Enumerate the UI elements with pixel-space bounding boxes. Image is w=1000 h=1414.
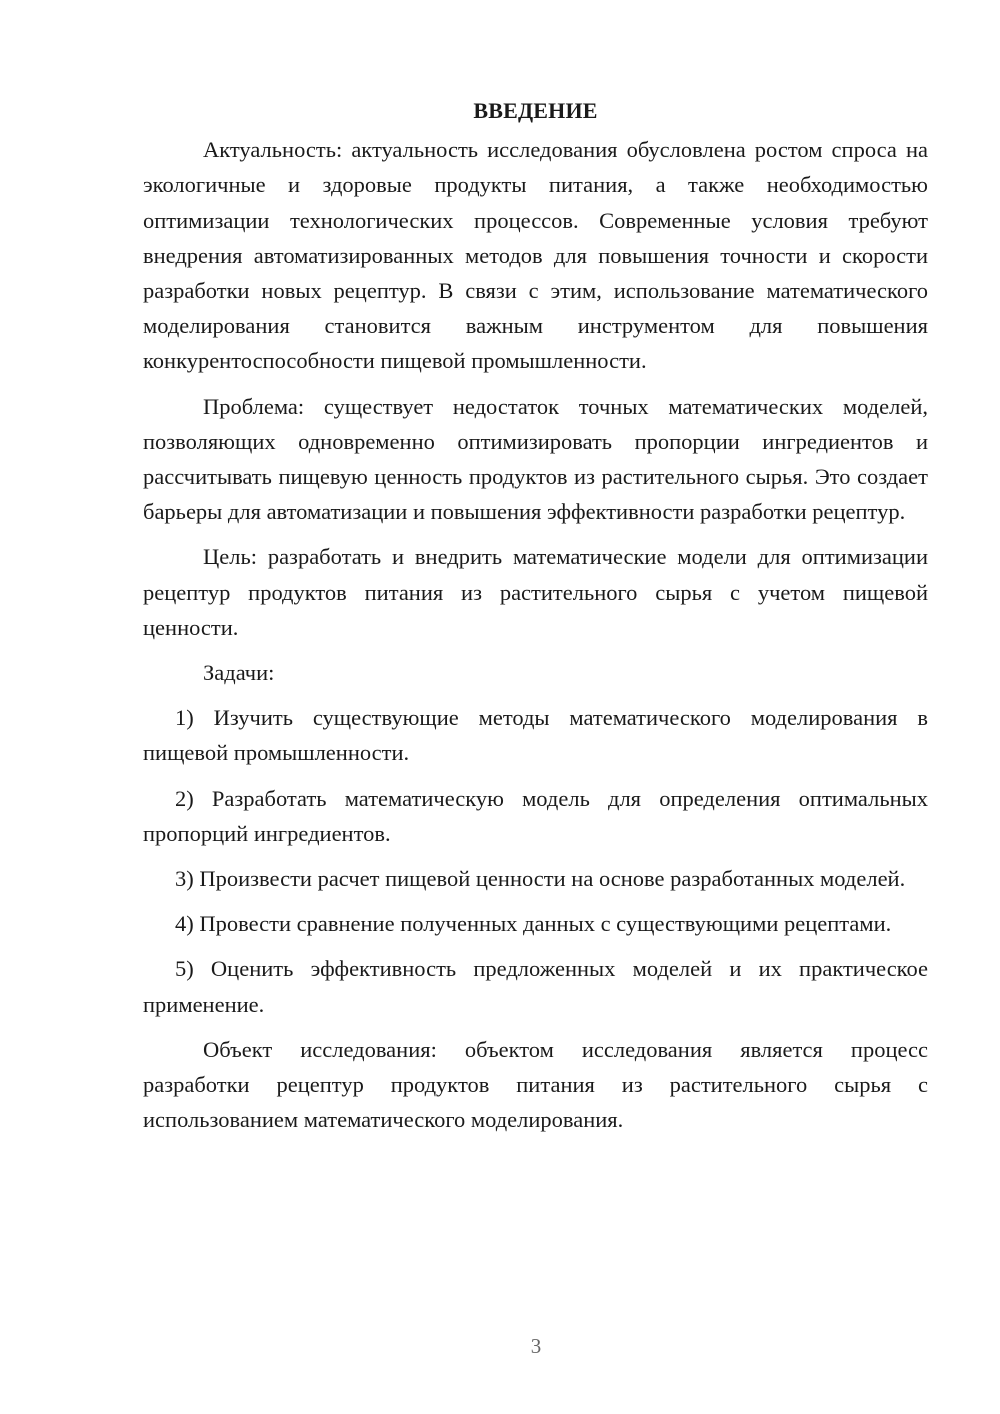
object-paragraph: Объект исследования: объектом исследования является процесс разработки рецептур продуктов питания из растительного сырья с использованием математического моделирования. bbox=[143, 1036, 928, 1133]
task-item-4: 4) Провести сравнение полученных данных с существующими рецептами. bbox=[175, 911, 892, 937]
task-item-2: 2) Разработать математическую модель для определения оптимальных пропорций ингредиентов. bbox=[143, 785, 928, 846]
task-item-1: 1) Изучить существующие методы математического моделирования в пищевой промышленности. bbox=[143, 705, 928, 766]
task-item-5: 5) Оценить эффективность предложенных моделей и их практическое применение. bbox=[143, 956, 928, 1017]
task-item-3: 3) Произвести расчет пищевой ценности на основе разработанных моделей. bbox=[175, 866, 906, 892]
page-number: 3 bbox=[530, 1334, 542, 1358]
tasks-list bbox=[143, 700, 928, 1022]
page-title: ВВЕДЕНИЕ bbox=[473, 98, 598, 123]
problem-paragraph: Проблема: существует недостаток точных математических моделей, позволяющих одновременно оптимизировать пропорции ингредиентов и рассчитывать пищевую ценность продуктов из растительного сырья. Это создает барьеры для автоматизации и повышения эффективности разработки рецептур. bbox=[143, 393, 928, 525]
relevance-paragraph: Актуальность: актуальность исследования обусловлена ростом спроса на экологичные и здоровые продукты питания, а также необходимостью оптимизации технологических процессов. Современные условия требуют внедрения автоматизированных методов для повышения точности и скорости разработки новых рецептур. В связи с этим, использование математического моделирования становится важным инструментом для повышения конкурентоспособности пищевой промышленности. bbox=[143, 137, 928, 374]
goal-paragraph: Цель: разработать и внедрить математические модели для оптимизации рецептур продуктов питания из растительного сырья с учетом пищевой ценности. bbox=[143, 544, 928, 640]
page-content bbox=[143, 93, 928, 1137]
tasks-label: Задачи: bbox=[203, 660, 275, 686]
